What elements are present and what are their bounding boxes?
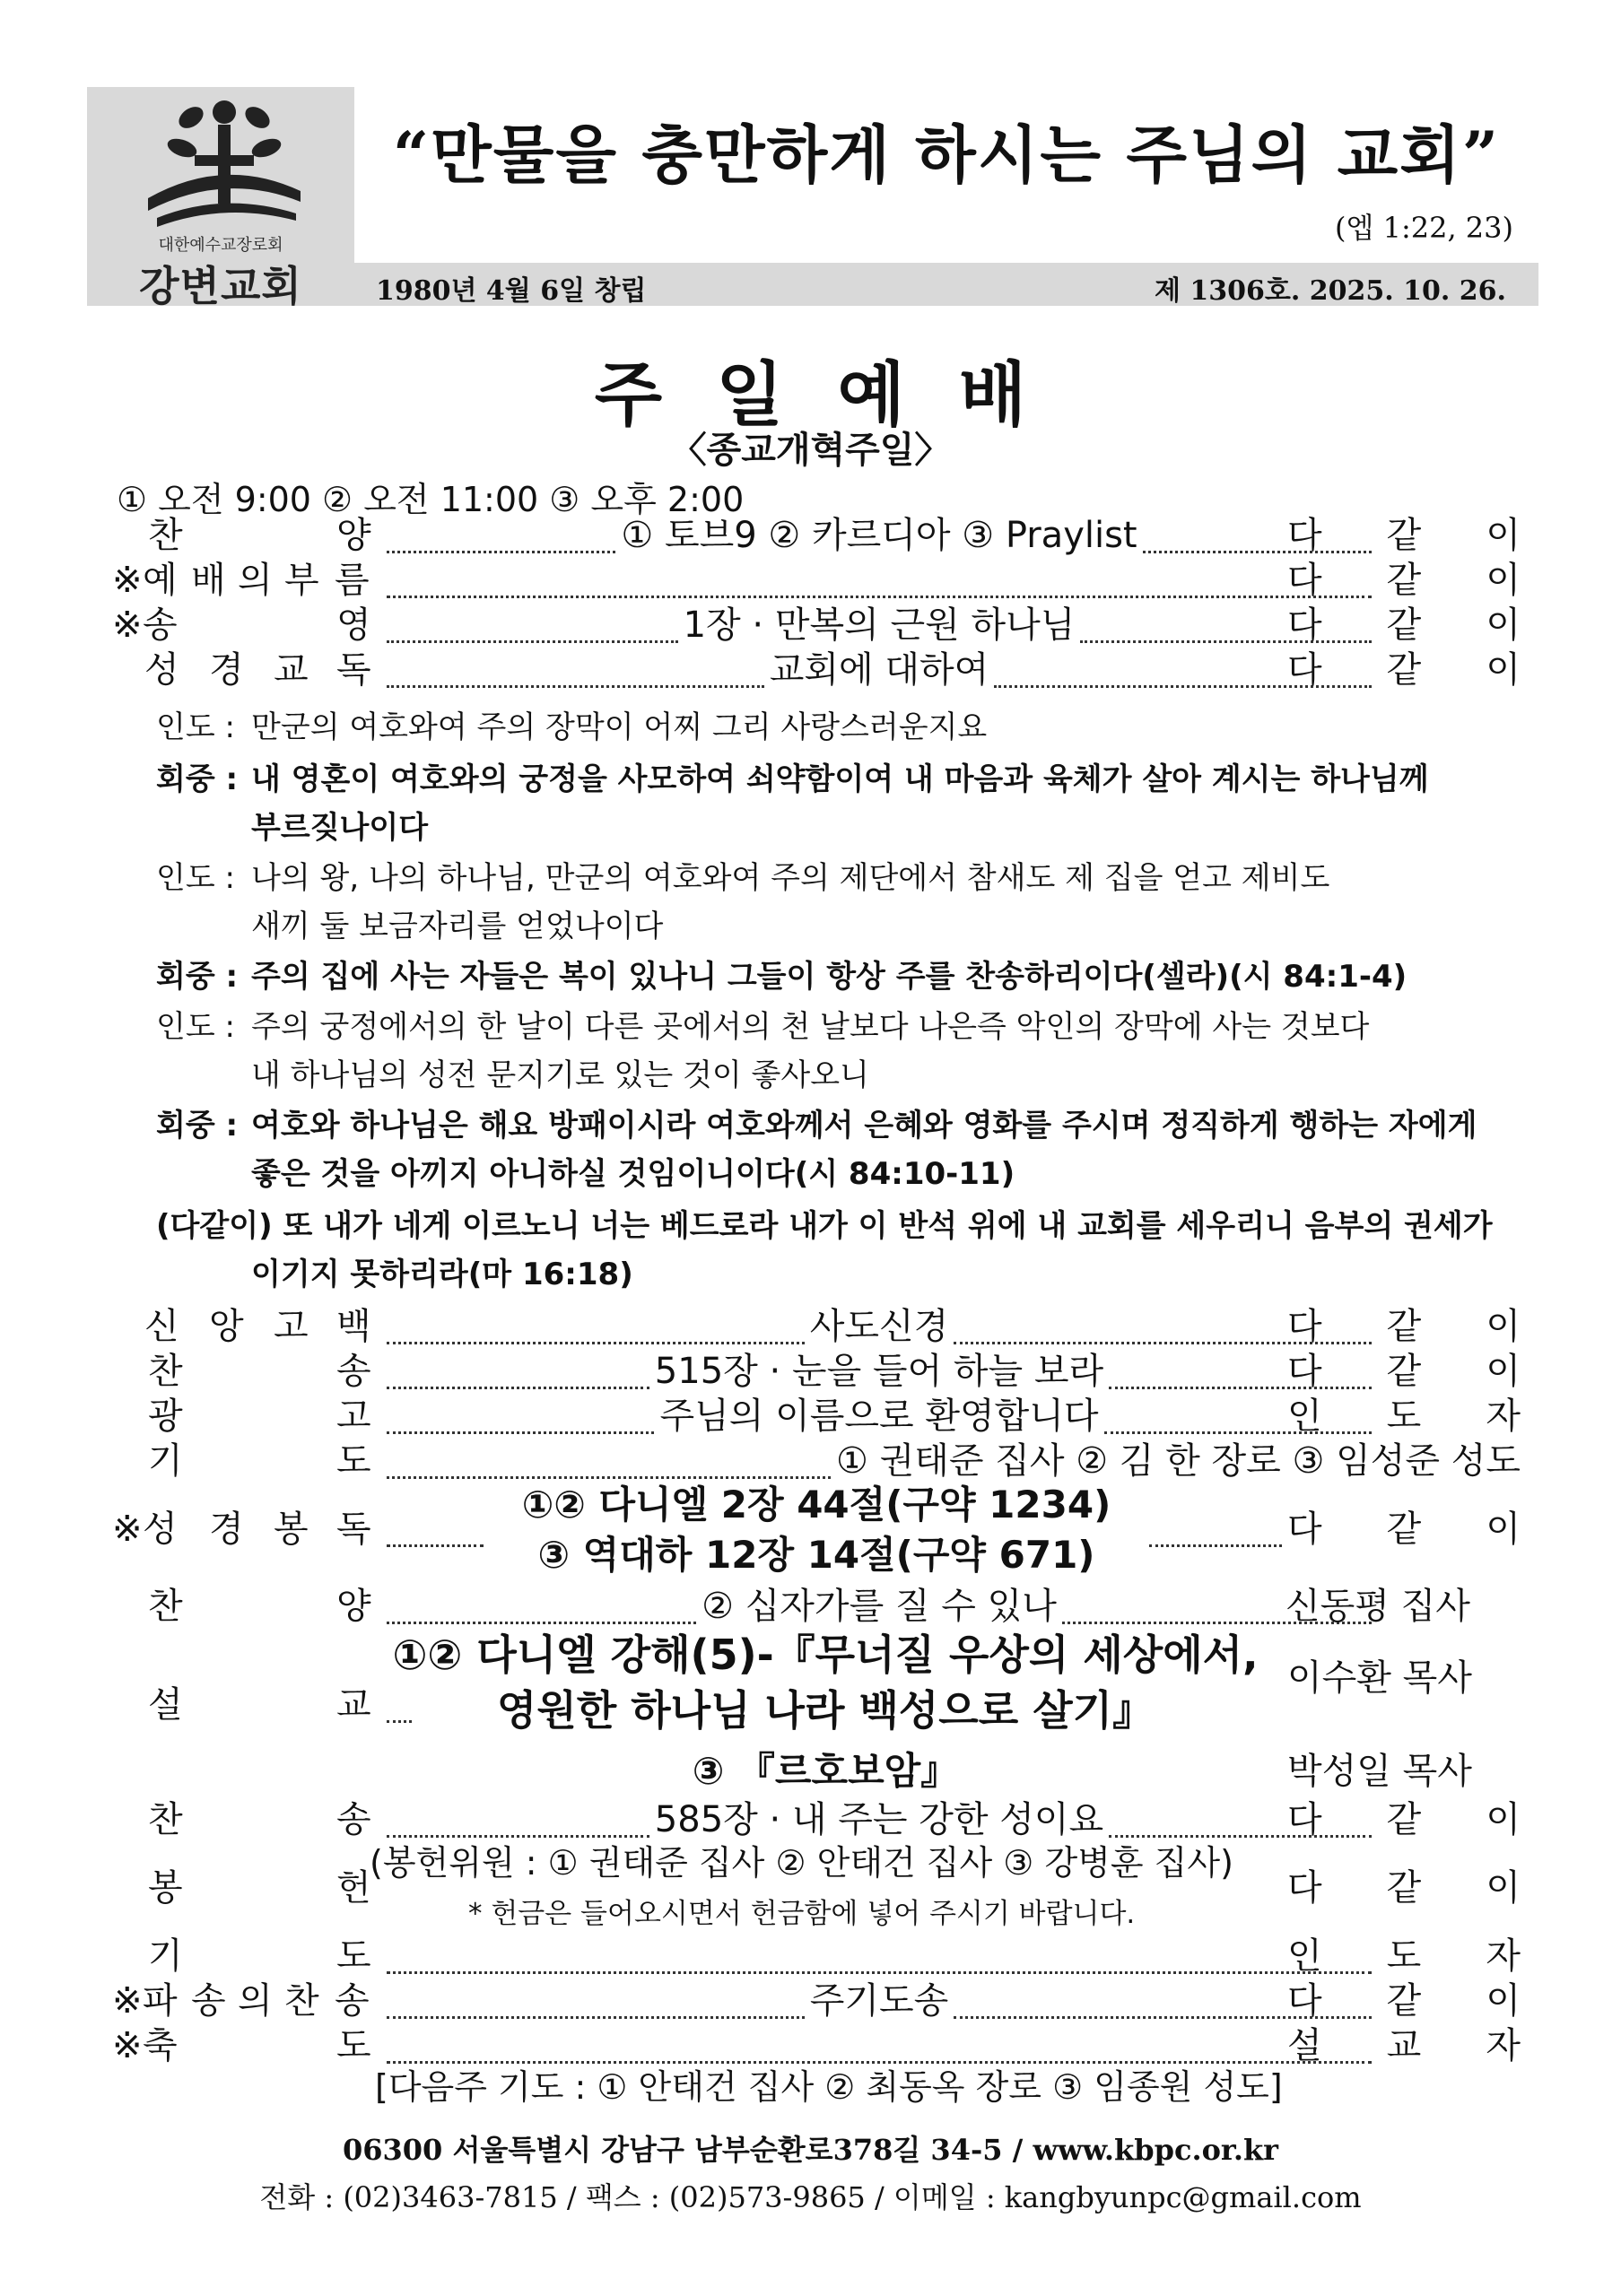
order-performer: 다 같 이 bbox=[1287, 649, 1521, 691]
order-performer: 다 같 이 bbox=[1287, 560, 1521, 601]
scripture-passage-2: ③ 역대하 12장 14절(구약 671) bbox=[537, 1533, 1095, 1577]
leader-dots bbox=[387, 1803, 649, 1838]
order-performer: 다 같 이 bbox=[1287, 1509, 1521, 1550]
speaker-label: 회중 : bbox=[156, 761, 239, 797]
all-together-line: (다같이) 또 내가 네게 이르노니 너는 베드로라 내가 이 반석 위에 내 교회를 세우리니 음부의 권세가 bbox=[156, 1208, 1493, 1244]
order-label: 찬 양 bbox=[148, 1586, 371, 1627]
sermon-preacher-1: 이수환 목사 bbox=[1287, 1657, 1472, 1699]
page-title: 주일예배 bbox=[594, 355, 1081, 436]
church-logo-block bbox=[87, 87, 354, 310]
order-content: 515장 · 눈을 들어 하늘 보라 bbox=[654, 1351, 1104, 1392]
order-content: 1장 · 만복의 근원 하나님 bbox=[683, 604, 1076, 646]
reading-text: 좋은 것을 아끼지 아니하실 것임이니이다(시 84:10-11) bbox=[251, 1156, 1015, 1192]
order-row-praise-2 bbox=[112, 1584, 1521, 1629]
reading-text: 주의 집에 사는 자들은 복이 있나니 그들이 항상 주를 찬송하리이다(셀라)(시 84:1-4) bbox=[251, 959, 1407, 995]
order-performer: 다 같 이 bbox=[1287, 1799, 1521, 1840]
order-content: ① 권태준 집사 ② 김 한 장로 ③ 임성준 성도 bbox=[836, 1440, 1521, 1482]
church-address: 06300 서울특별시 강남구 남부순환로378길 34-5 / www.kbpc.or.kr bbox=[342, 2133, 1279, 2167]
order-label: 기 도 bbox=[148, 1440, 371, 1482]
standing-mark: ※ bbox=[112, 604, 143, 646]
order-performer: 인 도 자 bbox=[1287, 1935, 1521, 1977]
order-label: ※ 파 송 의 찬 송 bbox=[112, 1980, 370, 2022]
order-row-prayer bbox=[112, 1439, 1521, 1483]
service-times: ① 오전 9:00 ② 오전 11:00 ③ 오후 2:00 bbox=[117, 480, 745, 519]
order-performer: 다 같 이 bbox=[1287, 515, 1521, 556]
order-content: 주기도송 bbox=[809, 1980, 949, 2022]
standing-mark: ※ bbox=[112, 2025, 143, 2066]
order-label: ※ 송 영 bbox=[112, 604, 371, 646]
order-row-hymn-2 bbox=[112, 1797, 1521, 1842]
order-row-creed bbox=[112, 1304, 1521, 1349]
motto-verse-reference: (엡 1:22, 23) bbox=[1335, 211, 1513, 245]
speaker-label: 인도 : bbox=[156, 709, 235, 745]
order-label: 봉 헌 bbox=[148, 1867, 371, 1909]
sermon-title-line-2: 영원한 하나님 나라 백성으로 살기』 bbox=[496, 1686, 1155, 1735]
reading-text: 나의 왕, 나의 하나님, 만군의 여호와여 주의 제단에서 참새도 제 집을 얻고 제비도 bbox=[251, 860, 1330, 896]
order-row-sending-hymn bbox=[112, 1979, 1521, 2023]
church-contact: 전화 : (02)3463-7815 / 팩스 : (02)573-9865 / 이메일 : kangbyunpc@gmail.com bbox=[259, 2180, 1362, 2214]
order-label: 찬 양 bbox=[148, 515, 371, 556]
standing-mark: ※ bbox=[112, 1980, 143, 2022]
info-band bbox=[354, 263, 1538, 306]
order-row-announcements bbox=[112, 1394, 1521, 1439]
order-row-call-to-worship bbox=[112, 558, 1521, 603]
leader-dots bbox=[387, 1354, 649, 1389]
sermon-title-line-1: ①② 다니엘 강해(5)-『무너질 우상의 세상에서, bbox=[392, 1631, 1259, 1679]
order-content: 주님의 이름으로 환영합니다 bbox=[659, 1396, 1099, 1437]
order-content: 585장 · 내 주는 강한 성이요 bbox=[654, 1799, 1104, 1840]
all-together-line-cont: 이기지 못하리라(마 16:18) bbox=[251, 1257, 633, 1292]
order-label: 기 도 bbox=[148, 1935, 371, 1977]
speaker-label: 회중 : bbox=[156, 1108, 239, 1144]
offering-committee: (봉헌위원 : ① 권태준 집사 ② 안태건 집사 ③ 강병훈 집사) bbox=[370, 1843, 1233, 1883]
order-label: ※ 예 배 의 부 름 bbox=[112, 560, 370, 601]
reading-text: 만군의 여호와여 주의 장막이 어찌 그리 사랑스러운지요 bbox=[251, 709, 988, 745]
leader-dots bbox=[387, 1399, 654, 1434]
order-content: ① 토브9 ② 카르디아 ③ Praylist bbox=[621, 515, 1137, 556]
standing-mark: ※ bbox=[112, 1509, 143, 1550]
speaker-label: 회중 : bbox=[156, 959, 239, 995]
order-row-hymn bbox=[112, 1349, 1521, 1394]
speaker-label: 인도 : bbox=[156, 1009, 235, 1045]
founding-date: 1980년 4월 6일 창립 bbox=[376, 275, 647, 307]
order-label: ※ 성 경 봉 독 bbox=[112, 1509, 371, 1550]
order-row-prayer-2 bbox=[112, 1934, 1521, 1979]
reading-text: 부르짖나이다 bbox=[251, 810, 429, 846]
leader-dots bbox=[387, 563, 1372, 598]
leader-dots bbox=[387, 608, 678, 643]
reading-text: 주의 궁정에서의 한 날이 다른 곳에서의 천 날보다 나은즉 악인의 장막에 사는 것보다 bbox=[251, 1009, 1370, 1045]
order-label: 성 경 교 독 bbox=[144, 649, 371, 691]
page-subtitle: 〈종교개혁주일〉 bbox=[670, 430, 951, 471]
denomination-label: 대한예수교장로회 bbox=[158, 236, 283, 255]
motto-band bbox=[354, 87, 1538, 263]
standing-mark: ※ bbox=[112, 560, 143, 601]
order-content: 사도신경 bbox=[809, 1306, 949, 1347]
reading-text: 내 영혼이 여호와의 궁정을 사모하여 쇠약함이여 내 마음과 육체가 살아 계시는 하나님께 bbox=[251, 761, 1429, 797]
order-performer: 다 같 이 bbox=[1287, 1306, 1521, 1347]
order-performer: 인 도 자 bbox=[1287, 1396, 1521, 1437]
order-content: ② 십자가를 질 수 있나 bbox=[702, 1586, 1057, 1627]
scripture-passage-1: ①② 다니엘 2장 44절(구약 1234) bbox=[521, 1483, 1111, 1526]
order-performer: 다 같 이 bbox=[1287, 604, 1521, 646]
order-label: 찬 송 bbox=[148, 1351, 371, 1392]
leader-dots bbox=[387, 2029, 1372, 2064]
church-name: 강변교회 bbox=[139, 262, 302, 310]
order-row-responsive-reading bbox=[112, 648, 1521, 692]
reading-text: 새끼 둘 보금자리를 얻었나이다 bbox=[251, 909, 664, 944]
leader-dots bbox=[387, 1589, 696, 1624]
next-week-prayer: [다음주 기도 : ① 안태건 집사 ② 최동옥 장로 ③ 임종원 성도] bbox=[375, 2067, 1283, 2107]
bulletin-header bbox=[87, 87, 1538, 310]
leader-dots bbox=[387, 1444, 831, 1479]
church-motto: “만물을 충만하게 하시는 주님의 교회” bbox=[392, 117, 1501, 192]
order-row-praise bbox=[112, 513, 1521, 558]
order-performer: 다 같 이 bbox=[1287, 1867, 1521, 1909]
order-performer: 다 같 이 bbox=[1287, 1351, 1521, 1392]
speaker-label: 인도 : bbox=[156, 860, 235, 896]
church-logo-icon bbox=[139, 92, 309, 245]
leader-dots bbox=[387, 1939, 1372, 1974]
order-row-doxology bbox=[112, 603, 1521, 648]
leader-dots bbox=[387, 1984, 805, 2019]
reading-text: 여호와 하나님은 해요 방패이시라 여호와께서 은혜와 영화를 주시며 정직하게 행하는 자에게 bbox=[251, 1108, 1477, 1144]
order-performer: 설 교 자 bbox=[1287, 2025, 1521, 2066]
order-label: 광 고 bbox=[148, 1396, 371, 1437]
order-label: 설 교 bbox=[148, 1684, 371, 1726]
order-performer: 신동평 집사 bbox=[1285, 1586, 1470, 1627]
reading-text: 내 하나님의 성전 문지기로 있는 것이 좋사오니 bbox=[251, 1057, 869, 1093]
order-label: 신 앙 고 백 bbox=[144, 1306, 371, 1347]
order-content: 교회에 대하여 bbox=[769, 649, 989, 691]
sermon-preacher-3: 박성일 목사 bbox=[1287, 1751, 1472, 1792]
leader-dots bbox=[387, 1309, 805, 1344]
leader-dots bbox=[387, 518, 615, 553]
offering-note: * 헌금은 들어오시면서 헌금함에 넣어 주시기 바랍니다. bbox=[468, 1898, 1136, 1930]
order-performer: 다 같 이 bbox=[1287, 1980, 1521, 2022]
order-label: 찬 송 bbox=[148, 1799, 371, 1840]
sermon-title-line-3: ③ 『르호보암』 bbox=[692, 1749, 959, 1793]
order-label: ※ 축 도 bbox=[112, 2025, 371, 2066]
issue-number-date: 제 1306호. 2025. 10. 26. bbox=[1154, 275, 1506, 307]
leader-dots bbox=[387, 653, 764, 688]
